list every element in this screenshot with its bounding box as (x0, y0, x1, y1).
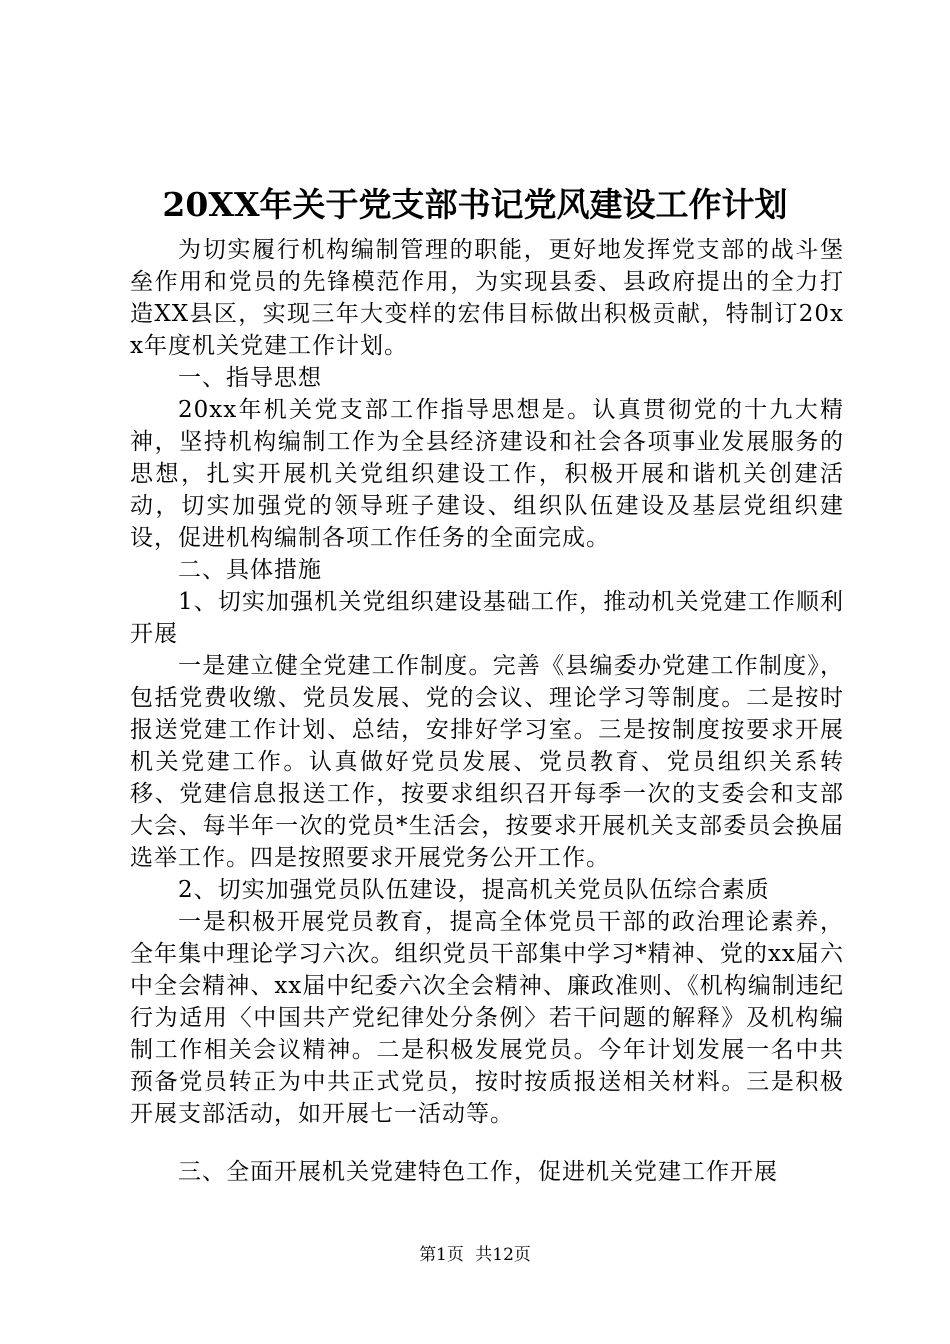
intro-paragraph: 为切实履行机构编制管理的职能，更好地发挥党支部的战斗堡垒作用和党员的先锋模范作用，为实现县委、县政府提出的全力打造XX县区，实现三年大变样的宏伟目标做出积极贡献，特制订20xx年度机关党建工作计划。 (130, 237, 844, 359)
section-heading-special-work: 三、全面开展机关党建特色工作，促进机关党建工作开展 (178, 1159, 778, 1185)
section-heading-specific-measures: 二、具体措施 (178, 557, 322, 583)
page-footer (0, 1243, 950, 1267)
document-body (130, 234, 844, 1188)
measure-1-paragraph: 一是建立健全党建工作制度。完善《县编委办党建工作制度》，包括党费收缴、党员发展、党的会议、理论学习等制度。二是按时报送党建工作计划、总结，安排好学习室。三是按制度按要求开展机关党建工作。认真做好党员发展、党员教育、党员组织关系转移、党建信息报送工作，按要求组织召开每季一次的支委会和支部大会、每半年一次的党员*生活会，按要求开展机关支部委员会换届选举工作。四是按照要求开展党务公开工作。 (130, 653, 844, 871)
guiding-thought-paragraph: 20xx年机关党支部工作指导思想是。认真贯彻党的十九大精神，坚持机构编制工作为全县经济建设和社会各项事业发展服务的思想，扎实开展机关党组织建设工作，积极开展和谐机关创建活动，切实加强党的领导班子建设、组织队伍建设及基层党组织建设，促进机构编制各项工作任务的全面完成。 (130, 397, 844, 551)
measure-2-heading: 2、切实加强党员队伍建设，提高机关党员队伍综合素质 (178, 877, 770, 903)
page-number: 第1页 (419, 1245, 464, 1265)
section-heading-guiding-thought: 一、指导思想 (178, 365, 322, 391)
measure-1-heading: 1、切实加强机关党组织建设基础工作，推动机关党建工作顺利开展 (130, 589, 844, 647)
document-title: 20XX年关于党支部书记党风建设工作计划 (162, 185, 788, 224)
page-total: 共12页 (475, 1245, 531, 1265)
measure-2-paragraph: 一是积极开展党员教育，提高全体党员干部的政治理论素养，全年集中理论学习六次。组织党员干部集中学习*精神、党的xx届六中全会精神、xx届中纪委六次全会精神、廉政准则、《机构编制违纪行为适用〈中国共产党纪律处分条例〉若干问题的解释》及机构编制工作相关会议精神。二是积极发展党员。今年计划发展一名中共预备党员转正为中共正式党员，按时按质报送相关材料。三是积极开展支部活动，如开展七一活动等。 (130, 909, 844, 1127)
